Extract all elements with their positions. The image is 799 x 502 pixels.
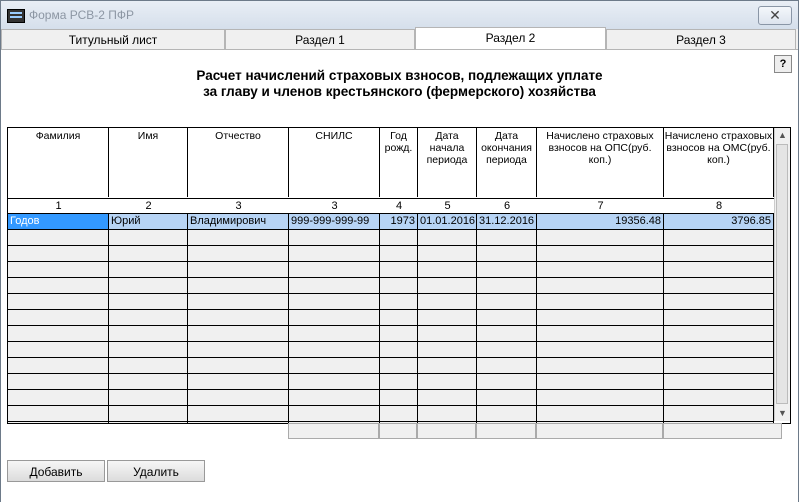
scroll-thumb[interactable] [776,144,788,404]
table-cell[interactable] [664,390,774,405]
column-header-patronymic[interactable]: Отчество [188,128,289,197]
table-cell[interactable] [188,230,289,245]
table-cell[interactable] [109,262,188,277]
table-cell[interactable] [188,342,289,357]
table-cell[interactable] [380,342,418,357]
table-cell[interactable] [664,406,774,421]
table-cell[interactable] [418,278,477,293]
table-cell[interactable] [418,390,477,405]
table-row[interactable] [8,326,774,342]
table-cell[interactable] [418,294,477,309]
table-cell[interactable] [8,374,109,389]
table-cell[interactable] [418,406,477,421]
table-row[interactable] [8,230,774,246]
table-cell[interactable] [418,230,477,245]
cell-patronymic[interactable]: Владимирович [188,214,289,229]
table-cell[interactable] [8,390,109,405]
table-cell[interactable] [664,310,774,325]
table-cell[interactable] [188,262,289,277]
app-icon [7,9,25,23]
help-button[interactable]: ? [774,55,792,73]
column-number-row [8,198,774,213]
table-cell[interactable] [380,246,418,261]
table-cell[interactable] [289,246,380,261]
table-cell[interactable] [380,278,418,293]
table-row[interactable] [8,294,774,310]
table-cell[interactable] [664,230,774,245]
table-cell[interactable] [477,406,537,421]
column-header-snils[interactable]: СНИЛС [289,128,380,197]
table-cell[interactable] [8,278,109,293]
column-number: 6 [503,200,511,212]
table-cell[interactable] [664,262,774,277]
table-cell[interactable] [664,246,774,261]
table-cell[interactable] [8,406,109,421]
table-cell[interactable] [109,358,188,373]
table-cell[interactable] [8,310,109,325]
table-cell[interactable] [477,342,537,357]
table-row[interactable] [8,342,774,358]
column-number: 4 [395,200,403,212]
table-cell[interactable] [188,326,289,341]
column-header-birth-year[interactable]: Год рожд. [380,128,418,197]
cell-period-start[interactable]: 01.01.2016 [420,215,476,227]
total-cell-oms [663,423,782,439]
table-cell[interactable] [289,390,380,405]
table-cell[interactable] [477,294,537,309]
table-cell[interactable] [537,374,664,389]
table-cell[interactable] [380,374,418,389]
table-cell[interactable] [109,326,188,341]
table-cell[interactable] [289,406,380,421]
table-cell[interactable] [109,422,188,424]
table-cell[interactable] [664,278,774,293]
vertical-scrollbar[interactable] [774,128,790,421]
table-cell[interactable] [477,230,537,245]
table-cell[interactable] [380,294,418,309]
table-cell[interactable] [8,230,109,245]
table-cell[interactable] [8,358,109,373]
table-cell[interactable] [537,278,664,293]
table-cell[interactable] [418,326,477,341]
total-cell-ops [536,423,663,439]
page-heading-line1: Расчет начислений страховых взносов, подлежащих уплате [196,68,603,83]
table-cell[interactable] [664,342,774,357]
cell-birth-year[interactable]: 1973 [380,214,418,229]
table-cell[interactable] [188,390,289,405]
column-header-surname[interactable]: Фамилия [8,128,109,197]
table-cell[interactable] [477,262,537,277]
table-cell[interactable] [289,374,380,389]
column-header-ops[interactable]: Начислено страховых взносов на ОПС(руб. коп.) [537,128,664,197]
table-cell[interactable] [109,374,188,389]
table-cell[interactable] [109,406,188,421]
table-cell[interactable] [418,262,477,277]
table-cell[interactable] [418,310,477,325]
table-body [8,213,774,424]
table-cell[interactable] [537,262,664,277]
column-header-oms[interactable]: Начислено страховых взносов на ОМС(руб. коп.) [664,128,774,197]
table-cell[interactable] [289,358,380,373]
table-cell[interactable] [289,294,380,309]
table-cell[interactable] [537,342,664,357]
cell-ops-amount[interactable]: 19356.48 [537,214,664,229]
table-cell[interactable] [537,230,664,245]
table-cell[interactable] [8,294,109,309]
table-row[interactable] [8,374,774,390]
tab-section-3[interactable]: Раздел 3 [606,29,796,49]
total-cell [417,423,476,439]
cell-oms-amount[interactable]: 3796.85 [664,214,774,229]
column-number: 1 [55,200,62,212]
table-cell[interactable] [109,294,188,309]
table-cell[interactable] [537,246,664,261]
table-cell[interactable] [109,390,188,405]
cell-surname[interactable]: Годов [8,214,109,229]
table-cell[interactable] [380,406,418,421]
table-cell[interactable] [109,310,188,325]
column-number: 3 [235,200,242,212]
table-cell[interactable] [8,342,109,357]
table-cell[interactable] [664,294,774,309]
table-cell[interactable] [188,294,289,309]
window-title: Форма РСВ-2 ПФР [29,8,135,22]
column-header-period-end[interactable]: Дата окончания периода [477,128,537,197]
total-cell [379,423,417,439]
table-row[interactable] [8,262,774,278]
table-cell[interactable] [537,390,664,405]
table-cell[interactable] [418,246,477,261]
table-cell[interactable] [380,230,418,245]
scroll-up-icon[interactable]: ▲ [778,130,787,140]
table-cell[interactable] [477,358,537,373]
column-number: 8 [715,200,723,212]
column-header-period-start[interactable]: Дата начала периода [418,128,477,197]
table-cell[interactable] [188,406,289,421]
table-cell[interactable] [109,342,188,357]
table-cell[interactable] [418,374,477,389]
tab-content [1,49,798,502]
table-cell[interactable] [477,390,537,405]
table-cell[interactable] [418,342,477,357]
cell-name[interactable]: Юрий [109,214,188,229]
table-cell[interactable] [188,374,289,389]
table-row[interactable] [8,358,774,374]
table-cell[interactable] [289,342,380,357]
table-row[interactable] [8,310,774,326]
column-number: 2 [145,200,152,212]
table-cell[interactable] [477,246,537,261]
total-cell [288,423,379,439]
table-cell[interactable] [537,406,664,421]
table-cell[interactable] [477,278,537,293]
table-cell[interactable] [8,326,109,341]
table-cell[interactable] [8,422,109,424]
table-row[interactable] [8,406,774,422]
table-cell[interactable] [537,358,664,373]
table-cell[interactable] [188,358,289,373]
table-cell[interactable] [289,310,380,325]
title-bar [1,1,798,29]
table-cell[interactable] [418,358,477,373]
column-number: 3 [331,200,338,212]
table-cell[interactable] [109,246,188,261]
delete-button[interactable]: Удалить [107,460,205,482]
table-cell[interactable] [188,310,289,325]
cell-period-end[interactable]: 31.12.2016 [477,214,537,229]
table-cell[interactable] [289,326,380,341]
table-cell[interactable] [188,246,289,261]
table-cell[interactable] [477,326,537,341]
column-number: 5 [444,200,451,212]
table-cell[interactable] [664,358,774,373]
table-cell[interactable] [188,278,289,293]
table-cell[interactable] [109,230,188,245]
column-header-name[interactable]: Имя [109,128,188,197]
table-cell[interactable] [8,262,109,277]
table-row[interactable] [8,278,774,294]
table-cell[interactable] [664,326,774,341]
table-cell[interactable] [188,422,289,424]
total-cell [476,423,536,439]
data-grid[interactable] [7,127,791,424]
table-cell[interactable] [380,262,418,277]
table-row[interactable] [8,213,774,230]
column-number: 7 [597,200,604,212]
table-cell[interactable] [380,390,418,405]
cell-snils[interactable]: 999-999-999-99 [289,214,380,229]
tab-strip [1,29,798,49]
table-cell[interactable] [380,326,418,341]
table-cell[interactable] [380,358,418,373]
table-row[interactable] [8,390,774,406]
totals-row [288,423,782,440]
add-button[interactable]: Добавить [7,460,105,482]
page-heading-line2: за главу и членов крестьянского (фермерского) хозяйства [203,84,596,99]
scroll-down-icon[interactable]: ▼ [778,408,787,418]
table-cell[interactable] [8,246,109,261]
table-cell[interactable] [537,326,664,341]
close-button[interactable]: ✕ [758,6,792,25]
table-cell[interactable] [477,374,537,389]
table-cell[interactable] [289,262,380,277]
table-cell[interactable] [537,310,664,325]
table-cell[interactable] [380,310,418,325]
table-cell[interactable] [109,278,188,293]
table-row[interactable] [8,246,774,262]
table-cell[interactable] [477,310,537,325]
table-cell[interactable] [664,374,774,389]
tab-section-1[interactable]: Раздел 1 [225,29,415,49]
table-cell[interactable] [537,294,664,309]
table-cell[interactable] [289,278,380,293]
tab-title-page[interactable]: Титульный лист [1,29,225,49]
tab-section-2[interactable]: Раздел 2 [415,27,606,50]
table-cell[interactable] [289,230,380,245]
